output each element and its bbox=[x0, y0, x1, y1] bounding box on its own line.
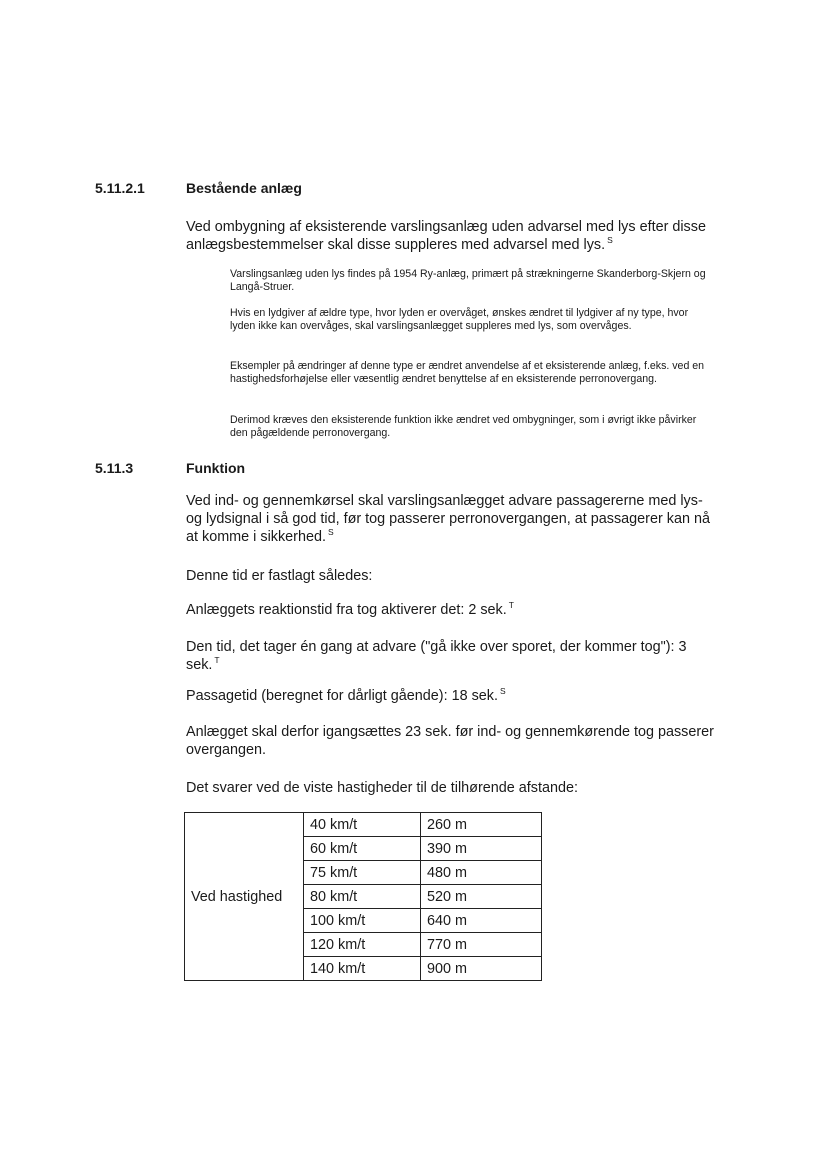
speed-cell: 80 km/t bbox=[304, 885, 421, 909]
note-paragraph: Eksempler på ændringer af denne type er ændret anvendelse af et eksisterende anlæg, f.eks. ved en hastighedsforhøjelse eller væsentlig ændret benyttelse af en eksisterende perronovergang. bbox=[230, 360, 705, 385]
warning-time-text: Den tid, det tager én gang at advare ("gå ikke over sporet, der kommer tog"): 3 sek. bbox=[186, 639, 687, 673]
reaction-time-text: Anlæggets reaktionstid fra tog aktiverer det: 2 sek. bbox=[186, 602, 507, 618]
time-intro: Denne tid er fastlagt således: bbox=[186, 568, 373, 584]
speed-distance-table bbox=[184, 812, 542, 981]
row-label: Ved hastighed bbox=[185, 813, 304, 981]
intro-paragraph bbox=[186, 218, 716, 254]
distance-cell: 390 m bbox=[421, 837, 542, 861]
speed-cell: 140 km/t bbox=[304, 957, 421, 981]
section-title: Bestående anlæg bbox=[186, 180, 302, 196]
warning-time bbox=[186, 638, 716, 674]
speed-cell: 100 km/t bbox=[304, 909, 421, 933]
note-paragraph: Derimod kræves den eksisterende funktion ikke ændret ved ombygninger, som i øvrigt ikke påvirker den pågældende perronovergang. bbox=[230, 414, 697, 439]
intro-text: Ved ombygning af eksisterende varslingsanlæg uden advarsel med lys efter disse anlægsbestemmelser skal disse suppleres med advarsel med lys. bbox=[186, 219, 706, 253]
section-title: Funktion bbox=[186, 460, 246, 476]
speed-cell: 75 km/t bbox=[304, 861, 421, 885]
function-text: Ved ind- og gennemkørsel skal varslingsanlægget advare passagererne med lys- og lydsignal i så god tid, før tog passerer perronovergangen, at passagerer kan nå at komme i sikkerhed. bbox=[186, 493, 710, 545]
speed-cell: 120 km/t bbox=[304, 933, 421, 957]
note-paragraph: Varslingsanlæg uden lys findes på 1954 Ry-anlæg, primært på strækningerne Skanderborg-Skjern og Langå-Struer. bbox=[230, 268, 706, 293]
requirement-mark: S bbox=[327, 527, 334, 537]
distance-cell: 900 m bbox=[421, 957, 542, 981]
table-row bbox=[185, 813, 542, 837]
requirement-mark: S bbox=[500, 686, 506, 696]
activation-paragraph: Anlægget skal derfor igangsættes 23 sek. før ind- og gennemkørende tog passerer overgangen. bbox=[186, 724, 714, 758]
speed-cell: 60 km/t bbox=[304, 837, 421, 861]
function-paragraph bbox=[186, 492, 716, 546]
requirement-mark: T bbox=[214, 655, 220, 665]
intro-mark: S bbox=[607, 235, 613, 245]
distance-cell: 770 m bbox=[421, 933, 542, 957]
distance-cell: 520 m bbox=[421, 885, 542, 909]
passage-time bbox=[186, 687, 716, 705]
note-paragraph: Hvis en lydgiver af ældre type, hvor lyden er overvåget, ønskes ændret til lydgiver af ny type, hvor lyden ikke kan overvåges, skal varslingsanlægget suppleres med lys, som overvåges. bbox=[230, 307, 689, 332]
distance-cell: 260 m bbox=[421, 813, 542, 837]
section-number: 5.11.2.1 bbox=[95, 180, 145, 196]
distance-cell: 480 m bbox=[421, 861, 542, 885]
reaction-time bbox=[186, 601, 716, 619]
distance-cell: 640 m bbox=[421, 909, 542, 933]
table-intro: Det svarer ved de viste hastigheder til de tilhørende afstande: bbox=[186, 780, 578, 796]
requirement-mark: T bbox=[508, 600, 514, 610]
section-number: 5.11.3 bbox=[95, 460, 134, 476]
passage-time-text: Passagetid (beregnet for dårligt gående): 18 sek. bbox=[186, 688, 498, 704]
speed-cell: 40 km/t bbox=[304, 813, 421, 837]
